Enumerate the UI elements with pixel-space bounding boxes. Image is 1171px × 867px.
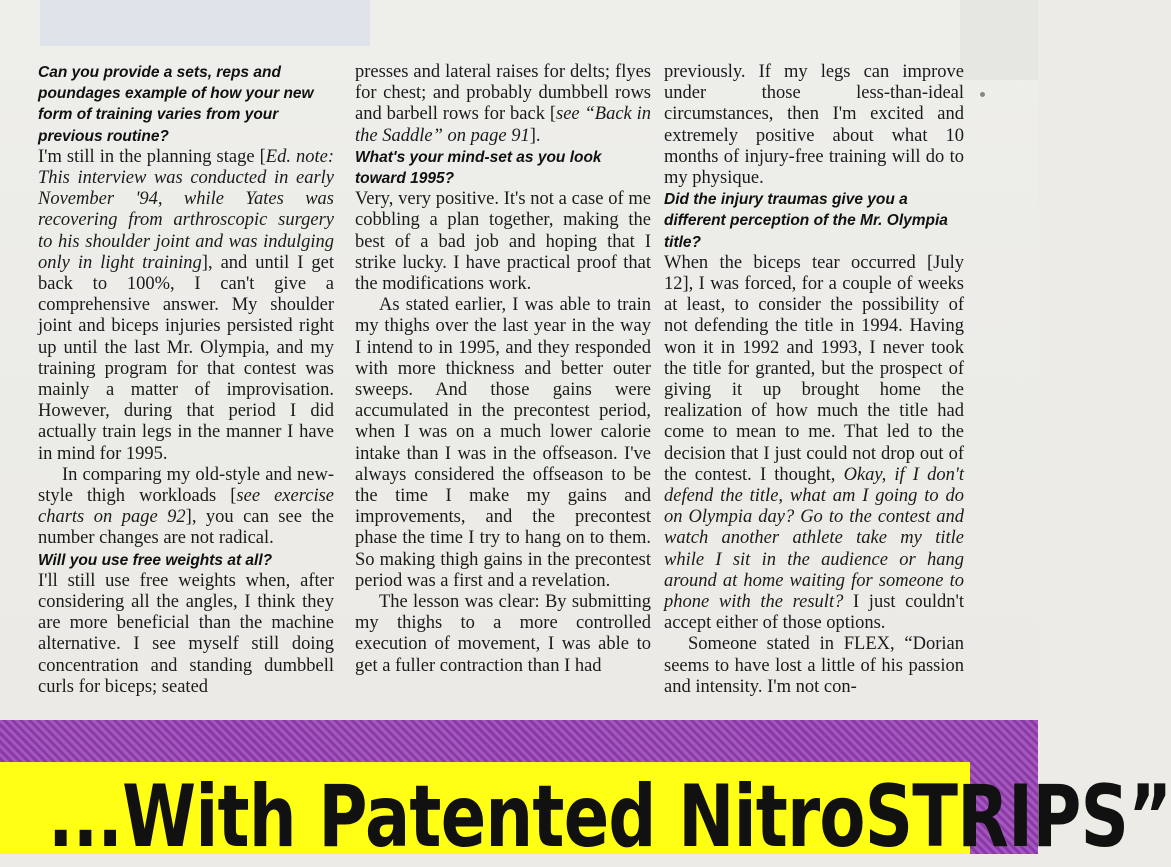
paragraph-text: ].	[529, 125, 541, 146]
inner-thought: Okay, if I don't defend the title, what am I going to do on Olympia day? Go to the contest and watch another athlete take my title while I sit in the audience or hang around at home waiting for someone to phone with the result?	[664, 464, 964, 613]
paragraph-text: In comparing my old-style and new-style thigh workloads [	[38, 464, 334, 507]
question-sets-reps: Can you provide a sets, reps and poundages example of how your new form of training varies from your previous routine?	[38, 64, 314, 145]
paragraph-presses	[355, 62, 651, 147]
answer-biceps-tear	[664, 253, 964, 635]
paragraph-previously: previously. If my legs can improve under those less-than-ideal circumstances, then I'm excited and extremely positive about what 10 months of injury-free training will do to my physique.	[664, 62, 964, 189]
answer-mind-set: Very, very positive. It's not a case of me cobbling a plan together, making the best of a bad job and hoping that I strike lucky. I have practical proof that the modifications work.	[355, 189, 651, 295]
answer-text: ], and until I get back to 100%, I can't give a comprehensive answer. My shoulder joint and biceps injuries persisted right up until the last Mr. Olympia, and my training program for that contest was mainly a matter of improvisation. However, during that period I did actually train legs in the manner I have in mind for 1995.	[38, 252, 334, 464]
top-photo-edge	[40, 0, 370, 46]
paragraph-text: presses and lateral raises for delts; flyes for chest; and probably dumbbell rows and barbell rows for back [	[355, 62, 651, 125]
print-speck	[980, 92, 985, 97]
ad-headline: ...With Patented NitroSTRIPS”	[48, 767, 1171, 867]
question-mind-set: What's your mind-set as you look toward 1995?	[355, 148, 602, 188]
question-free-weights: Will you use free weights at all?	[38, 551, 273, 569]
answer-planning-stage	[38, 147, 334, 465]
editor-note: Ed. note: This interview was conducted in early November '94, while Yates was recovering from arthroscopic surgery to his shoulder joint and was indulging only in light training	[38, 146, 334, 273]
top-right-page-edge	[960, 0, 1038, 80]
answer-text: I just couldn't accept either of those options.	[664, 592, 965, 634]
paragraph-thigh-training: As stated earlier, I was able to train my thighs over the last year in the way I intend to in 1995, and they responded with more thickness and better outer sweeps. And those gains were accumulated in the precontest period, when I was on a much lower calorie intake than I was in the offseason. I've always considered the offseason to be the time I make my gains and improvements, and the precontest phase the time I try to hang on to them. So making thigh gains in the precontest period was a first and a revelation.	[355, 295, 651, 591]
answer-text: When the biceps tear occurred [July 12], I was forced, for a couple of weeks at least, to consider the possibility of not defending the title in 1994. Having won it in 1992 and 1993, I never took the title for granted, but the prospect of giving it up brought home the realization of how much the title had come to mean to me. That led to the decision that I just could not drop out of the contest. I thought,	[664, 252, 964, 485]
answer-text: I'm still in the planning stage [	[38, 146, 266, 167]
column-2	[355, 62, 651, 677]
paragraph-thigh-workloads	[38, 465, 334, 550]
answer-free-weights: I'll still use free weights when, after considering all the angles, I think they are more beneficial than the machine alternative. I see myself still doing concentration and standing dumbbell curls for biceps; seated	[38, 570, 334, 697]
article-reference: see “Back in the Saddle” on page 91	[355, 104, 651, 146]
paragraph-lesson: The lesson was clear: By submitting my thighs to a more controlled execution of movement, I was able to get a fuller contraction than I had	[355, 592, 651, 676]
column-1	[38, 62, 334, 698]
chart-reference: see exercise charts on page 92	[38, 486, 335, 528]
column-3	[664, 62, 964, 698]
ad-banner	[0, 720, 1171, 867]
paragraph-text: ], you can see the number changes are not radical.	[38, 507, 334, 549]
paragraph-flex-quote: Someone stated in FLEX, “Dorian seems to have lost a little of his passion and intensity. I'm not con-	[664, 634, 964, 697]
question-injury-traumas: Did the injury traumas give you a different perception of the Mr. Olympia title?	[664, 191, 948, 251]
